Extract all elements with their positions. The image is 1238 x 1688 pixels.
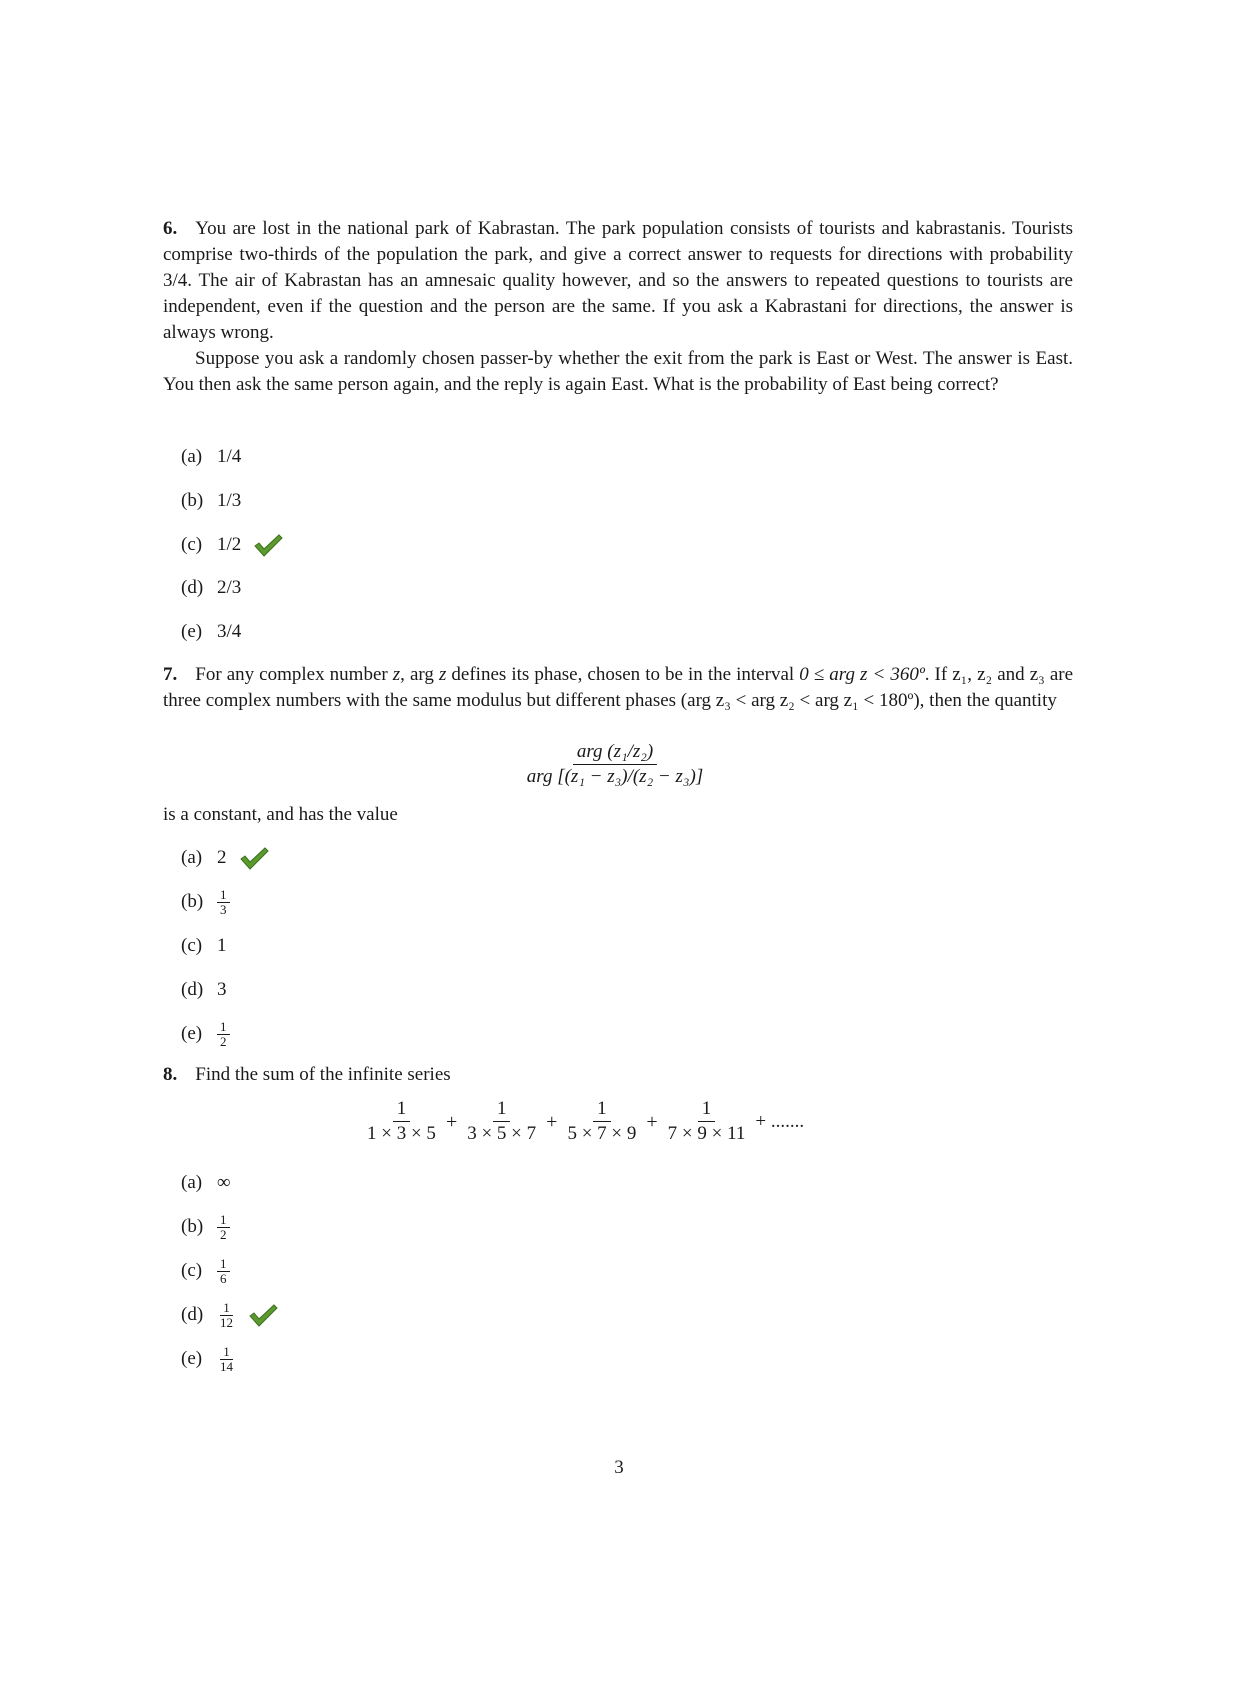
series-tail: + ....... (755, 1110, 805, 1132)
question-7-after: is a constant, and has the value (163, 804, 398, 825)
series-term: 1 1 × 3 × 5 (367, 1098, 436, 1144)
question-number: 6. (163, 218, 178, 239)
question-7-para-1: 7. For any complex number z, arg z defines its phase, chosen to be in the interval 0 ≤ arg z < 360º. If z₁, z₂ and z₃ are three complex numbers with the same modulus but different phases (arg z₃ < arg z₂ < arg z₁ < 180º), then the quantity (163, 664, 1074, 711)
option[interactable]: (a) 1/4 (181, 446, 242, 467)
page-number: 3 (614, 1457, 624, 1478)
option[interactable]: (a) ∞ (181, 1172, 231, 1193)
question-7 (163, 662, 1073, 714)
option[interactable]: (e) $\frac{1}{14}$ (181, 1343, 233, 1374)
option[interactable]: (d) 3 (181, 979, 227, 1000)
quantity-fraction: arg (z₁/z₂) arg [(z₁ − z₃)/(z₂ − z₃)] (526, 741, 704, 787)
option[interactable]: (b) $\frac{1}{2}$ (181, 1212, 230, 1242)
green-checkmark-icon (253, 532, 283, 558)
option[interactable]: (d) 2/3 (181, 577, 242, 598)
option[interactable]: (e) $\frac{1}{2}$ (181, 1019, 230, 1049)
question-6-text: You are lost in the national park of Kabrastan. The park population consists of tourists and kabrastanis. Tourists comprise two-thirds of the population the park, and give a correct answer to requests for directions with probability 3/4. The air of Kabrastan has an amnesaic quality however, and so the answers to repeated questions to tourists are independent, even if the question and the person are the same. If you ask a Kabrastani for directions, the answer is always wrong. (163, 218, 1073, 343)
question-6 (163, 216, 1073, 398)
series-term: $\frac{1}{3 \times 5 \times 7}$ (467, 1098, 537, 1144)
question-number: 7. (163, 664, 178, 685)
green-checkmark-icon (239, 845, 269, 871)
question-6-para-2: Suppose you ask a randomly chosen passer-by whether the exit from the park is East or West. The answer is East. You then ask the same person again, and the reply is again East. What is the probability of East being correct? (163, 348, 1073, 395)
question-number: 8. (163, 1064, 178, 1085)
option[interactable]: (a) 2 (181, 843, 269, 873)
green-checkmark-icon (248, 1302, 278, 1328)
option[interactable]: (c) $\frac{1}{6}$ (181, 1256, 230, 1286)
option[interactable]: (c) 1/2 (181, 530, 283, 560)
option[interactable]: (d) $\frac{1}{12}$ (181, 1300, 278, 1330)
option[interactable]: (b) $\frac{1}{3}$ (181, 887, 230, 917)
series-term: $\frac{1}{5 \times 7 \times 9}$ (567, 1098, 637, 1144)
question-8: 8. Find the sum of the infinite series (163, 1064, 451, 1085)
series-term: $\frac{1}{7 \times 9 \times 11}$ (667, 1098, 746, 1144)
option[interactable]: (b) 1/3 (181, 490, 242, 511)
option[interactable]: (e) 3/4 (181, 621, 242, 642)
option[interactable]: (c) 1 (181, 935, 227, 956)
question-6-para-1 (163, 216, 1073, 346)
infinite-series: 1 1 × 3 × 5 + $\frac{1}{3 \times 5 \times 7}$ + $\frac{1}{5 \times 7 \times 9}$ + $\frac{1}{7 \times 9 \times 11}$ + ....... (363, 1097, 804, 1146)
